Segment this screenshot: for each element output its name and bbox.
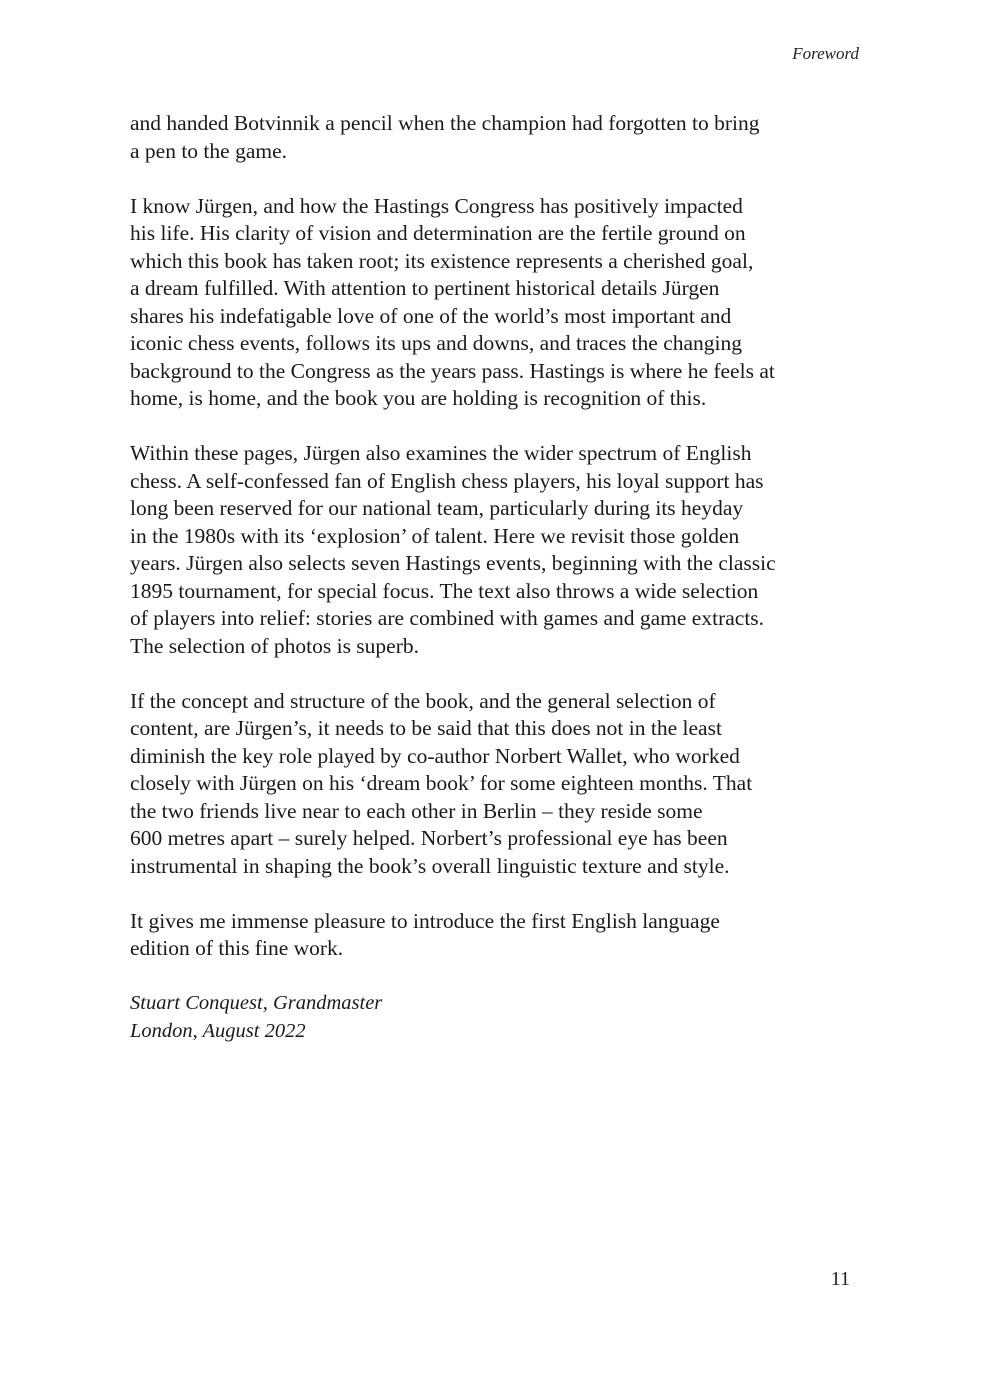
text-line: If the concept and structure of the book, and the general selection of	[130, 688, 716, 713]
signature-block	[130, 990, 870, 1045]
text-line: his life. His clarity of vision and determination are the fertile ground on	[130, 221, 746, 245]
text-line: a pen to the game.	[130, 138, 288, 163]
text-line: long been reserved for our national team, particularly during its heyday	[130, 496, 744, 520]
text-line: iconic chess events, follows its ups and downs, and traces the changing	[130, 331, 743, 355]
text-line: I know Jürgen, and how the Hastings Congress has positively impacted	[130, 193, 743, 218]
signature-name: Stuart Conquest, Grandmaster	[130, 992, 383, 1014]
text-line: 1895 tournament, for special focus. The text also throws a wide selection	[130, 578, 759, 603]
text-line: and handed Botvinnik a pencil when the champion had forgotten to bring	[130, 111, 760, 135]
text-line: which this book has taken root; its existence represents a cherished goal,	[130, 248, 754, 273]
text-line: It gives me immense pleasure to introduce the first English language	[130, 908, 720, 933]
paragraph	[130, 440, 870, 660]
text-line: chess. A self-confessed fan of English chess players, his loyal support has	[130, 468, 764, 493]
text-line: Within these pages, Jürgen also examines the wider spectrum of English	[130, 441, 752, 465]
text-line: the two friends live near to each other in Berlin – they reside some	[130, 798, 703, 823]
text-line: The selection of photos is superb.	[130, 633, 420, 658]
text-line: edition of this fine work.	[130, 936, 344, 960]
paragraph	[130, 110, 870, 165]
text-line: 600 metres apart – surely helped. Norbert’s professional eye has been	[130, 826, 728, 850]
running-head: Foreword	[792, 44, 859, 63]
paragraph	[130, 688, 870, 881]
paragraph	[130, 193, 870, 413]
text-line: years. Jürgen also selects seven Hastings events, beginning with the classic	[130, 551, 776, 575]
text-line: home, is home, and the book you are holding is recognition of this.	[130, 386, 707, 410]
text-line: background to the Congress as the years pass. Hastings is where he feels at	[130, 358, 775, 383]
body-text	[130, 110, 870, 1045]
paragraph	[130, 908, 870, 963]
text-line: diminish the key role played by co-author Norbert Wallet, who worked	[130, 743, 740, 768]
text-line: of players into relief: stories are combined with games and game extracts.	[130, 606, 765, 630]
text-line: in the 1980s with its ‘explosion’ of talent. Here we revisit those golden	[130, 523, 740, 548]
text-line: content, are Jürgen’s, it needs to be said that this does not in the least	[130, 716, 722, 740]
text-line: closely with Jürgen on his ‘dream book’ for some eighteen months. That	[130, 771, 753, 795]
signature-place-date: London, August 2022	[130, 1019, 306, 1042]
text-line: a dream fulfilled. With attention to pertinent historical details Jürgen	[130, 276, 720, 300]
text-line: shares his indefatigable love of one of the world’s most important and	[130, 303, 732, 328]
page-number: 11	[830, 1268, 850, 1290]
text-line: instrumental in shaping the book’s overall linguistic texture and style.	[130, 853, 730, 878]
